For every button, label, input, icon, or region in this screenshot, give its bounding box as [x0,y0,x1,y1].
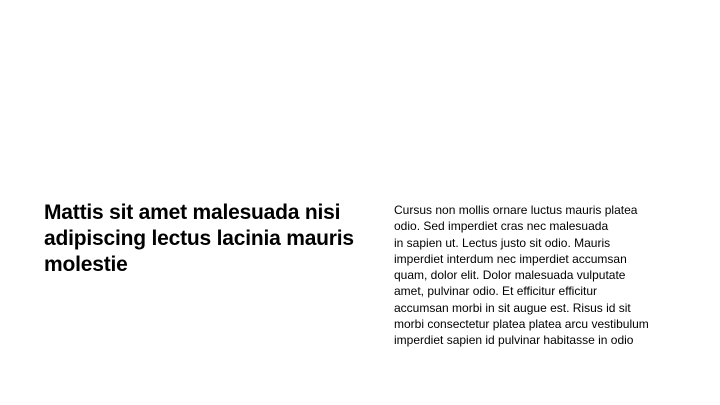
slide-heading: Mattis sit amet malesuada nisi adipiscing lectus lacinia mauris molestie [44,201,354,276]
slide-body-text: Cursus non mollis ornare luctus mauris platea odio. Sed imperdiet cras nec malesuada in sapien ut. Lectus justo sit odio. Mauris imperdiet interdum nec imperdiet accumsan quam, dolor elit. Dolor malesuada vulputate amet, pulvinar odio. Et efficitur efficitur accumsan morbi in sit augue est. Risus id sit morbi consectetur platea platea arcu vestibulum imperdiet sapien id pulvinar habitasse in odio [394,203,649,348]
